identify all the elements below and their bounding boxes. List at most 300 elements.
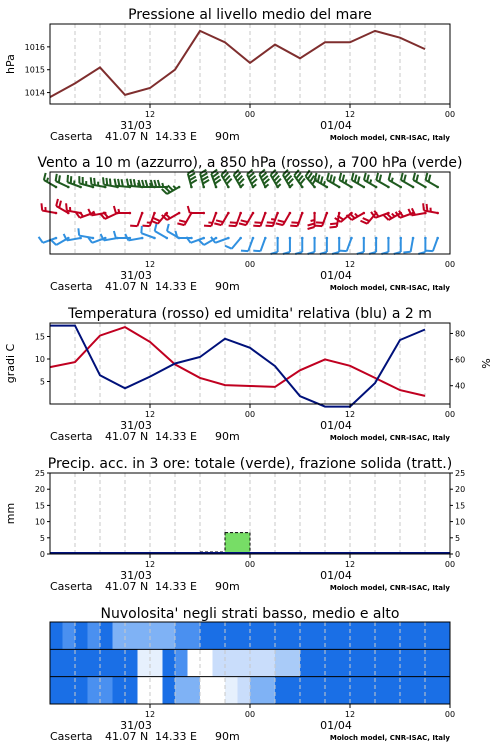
wind-barb (308, 237, 316, 254)
wind-barb-shaft (56, 181, 69, 187)
date-label: 31/03 (120, 719, 152, 732)
location-lat: 41.07 N (105, 430, 149, 443)
wind-barb (376, 173, 389, 188)
y-tick-label: 10 (34, 517, 45, 527)
wind-barb-head (190, 186, 193, 189)
wind-barb-head (178, 212, 181, 215)
wind-barb-flag (189, 173, 195, 177)
wind-barb-shaft (141, 233, 154, 238)
wind-barb-flag (173, 186, 176, 189)
wind-barb (167, 224, 180, 239)
panel-footer-2 (50, 260, 455, 293)
wind-barb-flag (426, 173, 428, 180)
location-lon: 14.33 E (155, 130, 197, 143)
wind-barb-shaft (215, 238, 228, 243)
cloud-cell (313, 649, 326, 676)
wind-barb-flag (423, 203, 424, 210)
y-tick-label: 10 (34, 355, 45, 364)
wind-barb-flag (379, 175, 381, 182)
wind-barb (253, 212, 266, 226)
wind-barb-head (202, 237, 205, 240)
cloud-cell (50, 649, 63, 676)
wind-barb-shaft (389, 180, 401, 187)
location-lon: 14.33 E (155, 730, 197, 743)
cloud-cell (275, 677, 288, 704)
location-alt: 90m (215, 430, 240, 443)
x-tick-label: 12 (344, 110, 356, 119)
cloud-cell (63, 677, 76, 704)
location-alt: 90m (215, 130, 240, 143)
wind-barb-head (129, 237, 132, 240)
date-label: 31/03 (120, 119, 152, 132)
wind-series-1 (41, 199, 439, 229)
wind-barb-flag (71, 176, 72, 183)
wind-barb-flag (39, 237, 43, 243)
wind-barb-head (338, 186, 341, 189)
wind-barb-head (424, 237, 427, 240)
wind-barb-flag (278, 184, 281, 187)
panel-title: Temperatura (rosso) ed umidita' relativa (blu) a 2 m (68, 306, 432, 322)
wind-barb (403, 237, 414, 253)
wind-barb-flag (199, 240, 204, 245)
cloud-cell (88, 677, 101, 704)
wind-barb-head (387, 186, 390, 189)
cloud-cell (338, 677, 351, 704)
wind-barb-head (436, 237, 439, 240)
wind-barb-head (326, 186, 329, 189)
wind-barb-flag (179, 220, 186, 222)
y-axis-label: gradi C (4, 343, 17, 384)
cloud-cell (388, 622, 401, 649)
wind-barb-flag (78, 228, 79, 235)
y2-tick-label: 60 (455, 355, 466, 365)
wind-barb-shaft (184, 213, 191, 225)
cloud-cell (100, 649, 113, 676)
wind-barb (188, 170, 197, 189)
wind-barb-flag (230, 222, 237, 223)
wind-barb-flag (267, 222, 274, 223)
wind-barb-flag (91, 177, 92, 184)
wind-barb-flag (214, 223, 221, 225)
wind-barb-head (141, 212, 144, 215)
wind-barb-head (350, 186, 353, 189)
wind-barb-flag (316, 222, 323, 223)
cloud-cell (288, 622, 301, 649)
y-tick-label: 5 (39, 377, 45, 387)
wind-barb-head (399, 186, 402, 189)
wind-barb (315, 212, 328, 226)
wind-barb (426, 237, 439, 251)
wind-barb-flag (41, 203, 42, 210)
cloud-cell (250, 677, 263, 704)
wind-barb-shaft (433, 238, 438, 251)
panel-footer-4 (50, 554, 455, 593)
location-lat: 41.07 N (105, 730, 149, 743)
wind-barb-head (412, 237, 415, 240)
cloud-cell (238, 677, 251, 704)
wind-barb-head (104, 186, 107, 189)
wind-barb-flag (241, 184, 244, 187)
wind-barb-flag (134, 179, 135, 186)
wind-barb-head (436, 186, 439, 189)
cloud-cell (88, 649, 101, 676)
wind-barb (315, 173, 328, 188)
wind-barb-flag (339, 173, 341, 180)
wind-barb-head (153, 237, 156, 240)
cloud-cell (325, 622, 338, 649)
cloud-cell (63, 649, 76, 676)
wind-barb-flag (363, 218, 370, 221)
wind-barb-shaft (411, 238, 413, 252)
wind-barb-head (313, 186, 316, 189)
y2-tick-label: 25 (455, 469, 466, 478)
wind-barb-flag (330, 227, 337, 228)
cloud-cell (425, 677, 438, 704)
wind-barb-head (67, 212, 70, 215)
cloud-cell (338, 622, 351, 649)
wind-barb-flag (345, 180, 346, 184)
wind-barb-flag (239, 223, 246, 225)
wind-barb-flag (177, 223, 184, 225)
cloud-cell (163, 649, 176, 676)
y2-tick-label: 5 (455, 533, 461, 543)
wind-barb-flag (51, 240, 56, 245)
x-tick-label: 00 (444, 110, 456, 119)
cloud-cell (125, 622, 138, 649)
y-tick-label: 5 (39, 533, 45, 543)
cloud-cell (288, 677, 301, 704)
wind-barb-head (215, 237, 218, 240)
wind-barb-flag (130, 226, 137, 227)
cloud-cell (438, 677, 451, 704)
wind-barb-flag (59, 175, 60, 182)
wind-barb-head (239, 212, 242, 215)
cloud-cell (113, 677, 126, 704)
wind-barb-head (289, 237, 292, 240)
wind-series-0 (44, 170, 439, 194)
wind-barb-flag (324, 181, 325, 185)
cloud-cell (188, 677, 201, 704)
wind-barb-flag (162, 183, 163, 187)
model-credit: Moloch model, CNR-ISAC, Italy (329, 134, 450, 142)
location-lon: 14.33 E (155, 280, 197, 293)
cloud-cell (338, 649, 351, 676)
wind-barb-flag (118, 179, 119, 186)
wind-barb-flag (355, 214, 358, 217)
wind-barb-flag (291, 222, 298, 223)
wind-barb-flag (392, 214, 395, 217)
x-tick-label: 00 (444, 710, 456, 719)
wind-barb-head (227, 237, 230, 240)
wind-barb (283, 237, 291, 254)
wind-barb-flag (426, 251, 433, 252)
wind-barb (352, 173, 365, 188)
wind-barb-shaft (261, 238, 266, 251)
location-lon: 14.33 E (155, 430, 197, 443)
cloud-cell (413, 649, 426, 676)
cloud-cell (150, 649, 163, 676)
wind-barb-head (313, 212, 316, 215)
wind-barb-flag (56, 174, 57, 181)
wind-barb (381, 237, 389, 254)
location-lon: 14.33 E (155, 580, 197, 593)
wind-barb (188, 206, 205, 214)
panel-title: Vento a 10 m (azzurro), a 850 hPa (rosso), a 700 hPa (verde) (37, 155, 463, 171)
date-label: 01/04 (320, 719, 352, 732)
wind-barb-flag (330, 223, 337, 224)
wind-barb-head (375, 186, 378, 189)
cloud-cell (150, 677, 163, 704)
wind-barb-head (375, 237, 378, 240)
location-name: Caserta (50, 580, 93, 593)
date-label: 31/03 (120, 269, 152, 282)
wind-barb-flag (370, 180, 371, 184)
cloud-cell (350, 677, 363, 704)
location-lat: 41.07 N (105, 280, 149, 293)
wind-barb-flag (308, 224, 315, 226)
cloud-cell (113, 622, 126, 649)
wind-barb (141, 226, 155, 239)
cloud-cell (388, 649, 401, 676)
location-name: Caserta (50, 430, 93, 443)
model-credit: Moloch model, CNR-ISAC, Italy (329, 734, 450, 742)
cloud-cell (213, 622, 226, 649)
cloud-cell (100, 677, 113, 704)
cloud-cell (175, 677, 188, 704)
wind-barb-flag (204, 226, 211, 227)
wind-barb-head (227, 186, 230, 189)
wind-barb-head (215, 186, 218, 189)
wind-barb (320, 237, 328, 254)
y-tick-label: 1016 (24, 42, 45, 52)
wind-barb-flag (56, 199, 58, 206)
x-tick-label: 12 (344, 260, 356, 269)
wind-barb (114, 231, 131, 239)
wind-barb-head (363, 237, 366, 240)
wind-barb-flag (266, 226, 273, 227)
wind-barb-head (301, 186, 304, 189)
y-tick-label: 1015 (24, 65, 45, 75)
cloud-cell (313, 677, 326, 704)
wind-barb-flag (342, 175, 344, 182)
wind-barb (418, 237, 426, 254)
x-tick-label: 12 (144, 260, 156, 269)
cloud-cell (238, 622, 251, 649)
x-tick-label: 00 (244, 560, 256, 569)
wind-barb-flag (225, 246, 232, 249)
date-label: 01/04 (320, 419, 352, 432)
x-tick-label: 00 (244, 410, 256, 419)
wind-barb-flag (167, 224, 169, 231)
cloud-cell (375, 677, 388, 704)
panel-footer-3 (50, 404, 455, 443)
cloud-cell (350, 649, 363, 676)
y2-tick-label: 80 (455, 329, 466, 339)
cloud-cell (263, 622, 276, 649)
wind-barb (130, 212, 143, 226)
wind-barb-head (79, 186, 82, 189)
x-tick-label: 12 (144, 410, 156, 419)
cloud-cell (438, 649, 451, 676)
cloud-cell (313, 622, 326, 649)
wind-barb-flag (327, 173, 329, 180)
wind-barb-flag (413, 173, 415, 180)
wind-barb (357, 237, 365, 254)
cloud-cell (238, 649, 251, 676)
cloud-cell (225, 677, 238, 704)
wind-barb-head (129, 212, 132, 215)
wind-barb-flag (404, 175, 406, 182)
cloud-cell (175, 649, 188, 676)
wind-barb-head (350, 237, 353, 240)
wind-barb-flag (308, 173, 312, 179)
wind-barb-flag (146, 180, 148, 187)
cloud-cell (325, 649, 338, 676)
y2-tick-label: 15 (455, 501, 466, 511)
wind-barb-head (92, 186, 95, 189)
cloud-cell (263, 649, 276, 676)
wind-barb-flag (203, 180, 209, 184)
cloud-cell (300, 622, 313, 649)
cloud-cell (350, 622, 363, 649)
y2-tick-label: 40 (455, 381, 466, 391)
cloud-cell (125, 677, 138, 704)
wind-barb-flag (358, 176, 360, 183)
wind-barb-head (153, 212, 156, 215)
cloud-cell (138, 649, 151, 676)
wind-barb-flag (59, 201, 61, 208)
date-label: 01/04 (320, 119, 352, 132)
wind-barb-flag (110, 179, 111, 186)
wind-barb (211, 237, 230, 243)
wind-barb-flag (367, 175, 369, 182)
wind-barb-flag (190, 176, 196, 180)
wind-barb-shaft (413, 180, 425, 187)
wind-barb-head (79, 237, 82, 240)
wind-barb-head (326, 237, 329, 240)
x-tick-label: 12 (344, 410, 356, 419)
wind-barb (114, 206, 131, 214)
wind-barb-flag (392, 178, 393, 182)
cloud-cell (363, 677, 376, 704)
wind-barb-flag (306, 170, 310, 176)
wind-barb-head (289, 212, 292, 215)
cloud-cell (75, 649, 88, 676)
wind-barb-flag (141, 226, 142, 233)
panel-footer-5 (50, 704, 455, 743)
cloud-cell (275, 622, 288, 649)
wind-barb-flag (253, 226, 260, 227)
cloud-cell (400, 649, 413, 676)
x-tick-label: 12 (144, 110, 156, 119)
wind-barb-flag (352, 173, 354, 180)
cloud-cell (375, 649, 388, 676)
cloud-cell (200, 677, 213, 704)
wind-barb-head (141, 237, 144, 240)
wind-barb-head (92, 237, 95, 240)
wind-barb-flag (429, 175, 431, 182)
y-tick-label: 0 (39, 550, 45, 559)
wind-barb (39, 237, 58, 243)
cloud-cell (88, 622, 101, 649)
wind-barb-head (215, 212, 218, 215)
y-tick-label: 15 (34, 332, 45, 342)
cloud-cell (175, 622, 188, 649)
wind-barb-flag (339, 251, 346, 252)
x-tick-label: 00 (444, 560, 456, 569)
cloud-cell (400, 677, 413, 704)
wind-barb-flag (155, 224, 157, 231)
cloud-cell (388, 677, 401, 704)
wind-barb (332, 237, 340, 254)
wind-barb-shaft (347, 238, 352, 251)
wind-barb-shaft (401, 180, 413, 187)
wind-barb-shaft (426, 180, 438, 187)
panel-frame-3 (75, 323, 425, 404)
x-tick-label: 00 (444, 260, 456, 269)
wind-barb-flag (276, 223, 283, 225)
wind-barb-head (276, 212, 279, 215)
cloud-cell (138, 677, 151, 704)
cloud-cell (200, 622, 213, 649)
wind-barb-flag (81, 213, 83, 216)
wind-barb-head (190, 237, 193, 240)
location-name: Caserta (50, 130, 93, 143)
wind-barb (241, 237, 254, 251)
cloud-cell (75, 622, 88, 649)
location-alt: 90m (215, 580, 240, 593)
temperature-line (50, 327, 425, 396)
cloud-cell (300, 649, 313, 676)
wind-barb-shaft (155, 231, 167, 238)
wind-barb-flag (253, 251, 260, 252)
wind-barb-flag (44, 173, 46, 180)
y-tick-label: 15 (34, 501, 45, 511)
wind-barb-shaft (232, 238, 241, 249)
wind-barb-shaft (42, 211, 56, 213)
cloud-cell (250, 649, 263, 676)
cloud-cell (138, 622, 151, 649)
wind-barb-head (178, 186, 181, 189)
cloud-cell (400, 622, 413, 649)
cloud-cell (325, 677, 338, 704)
model-credit: Moloch model, CNR-ISAC, Italy (329, 584, 450, 592)
wind-barb-flag (265, 184, 268, 187)
cloud-cell (263, 677, 276, 704)
wind-barb-flag (229, 226, 236, 227)
cloud-cell (300, 677, 313, 704)
wind-barb (327, 173, 340, 188)
cloud-cell (213, 677, 226, 704)
cloud-cell (375, 622, 388, 649)
wind-barb (41, 203, 57, 214)
wind-barb-flag (278, 220, 285, 222)
wind-barb-flag (142, 226, 149, 227)
wind-barb-flag (103, 177, 104, 184)
wind-barb-flag (416, 175, 418, 182)
wind-barb-head (55, 186, 58, 189)
wind-barb-head (399, 237, 402, 240)
x-tick-label: 12 (344, 710, 356, 719)
cloud-cell (163, 677, 176, 704)
wind-barb-head (264, 212, 267, 215)
wind-barb-flag (330, 175, 332, 182)
y2-tick-label: 0 (455, 550, 461, 559)
wind-barb-flag (318, 175, 320, 182)
wind-barb-head (424, 212, 427, 215)
panel-title: Precip. acc. in 3 ore: totale (verde), frazione solida (tratt.) (47, 456, 453, 472)
date-label: 31/03 (120, 419, 152, 432)
